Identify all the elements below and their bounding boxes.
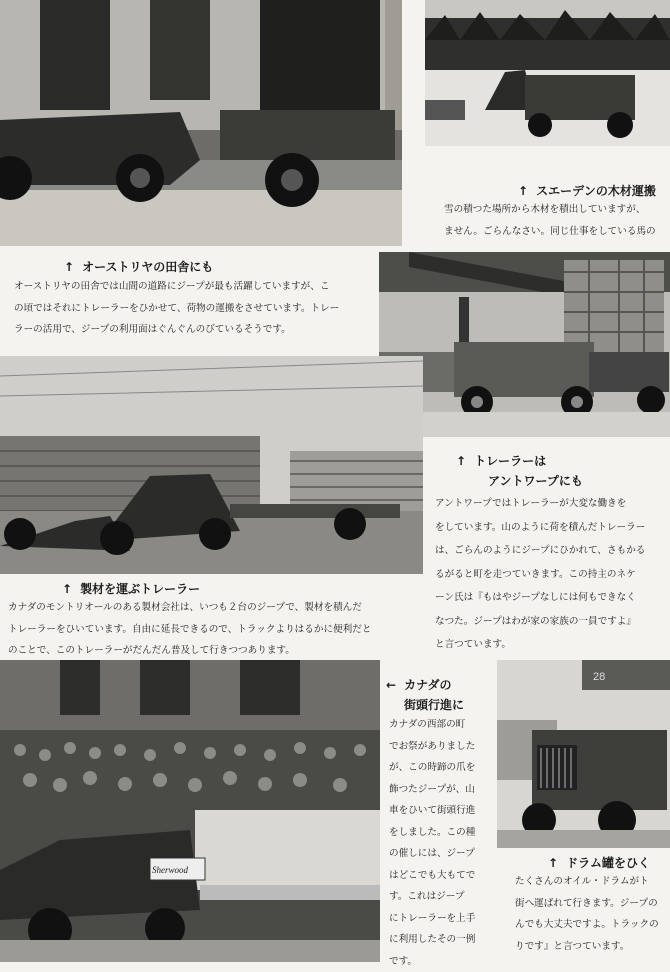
drum-caption: ↑ ドラム罐をひく — [548, 856, 650, 870]
left-arrow-icon: ← — [386, 678, 397, 692]
drum-truck-number: 28 — [593, 671, 606, 683]
parade-jeep-float-photo — [0, 660, 380, 962]
up-arrow-icon: ↑ — [518, 184, 529, 198]
austria-body: オーストリヤの田舎では山間の道路にジープが最も活躍していますが、こ の頃ではそれにトレーラーをひかせて、荷物の運搬をさせています。トレー ラーの活用で、ジープの利用面はぐんぐんのびているそうです。 — [14, 281, 340, 335]
lumber-body: カナダのモントリオールのある製材会社は、いつも２台のジープで、製材を積んだ トレーラーをひいています。自由に延長できるので、トラックよりはるかに便利だと のことで、このトレーラーがだんだん普及して行きつつあります。 — [8, 602, 372, 656]
lumber-caption: ↑ 製材を運ぶトレーラー — [62, 582, 201, 596]
up-arrow-icon: ↑ — [548, 856, 559, 870]
lumber-trailer-photo — [0, 356, 423, 574]
sweden-timber-photo — [425, 0, 670, 146]
up-arrow-icon: ↑ — [456, 454, 467, 468]
drum-body: たくさんのオイル・ドラムがト 街へ運ばれて行きます。ジープの んでも大丈夫ですよ。トラックの りです』と言つています。 — [515, 876, 659, 952]
austria-jeep-trailer-photo — [0, 0, 402, 246]
austria-caption: ↑ オーストリヤの田舎にも — [64, 260, 214, 274]
float-sign-text: Sherwood — [152, 865, 188, 875]
parade-body: カナダの西部の町 でお祭がありました が、この時蹄の爪を 飾つたジープが、山 車をひいて街頭行進 をしました。この種 の催しには、ジープ はどこでも大もてで す。これはジープ にトレーラーを上手 に利用したその一例 です。 — [389, 719, 476, 967]
parade-caption: ← カナダの 街頭行進に — [386, 678, 465, 712]
up-arrow-icon: ↑ — [64, 260, 75, 274]
sweden-caption: ↑ スエーデンの木材運搬 — [518, 184, 656, 198]
sweden-body: 雪の積つた場所から木材を積出していますが、 ません。ごらんなさい。同じ仕事をしている馬の — [444, 204, 656, 237]
drum-truck-photo — [497, 660, 670, 848]
up-arrow-icon: ↑ — [62, 582, 73, 596]
antwerp-caption: ↑ トレーラーは アントワープにも — [456, 454, 583, 488]
antwerp-body: アントワープではトレーラーが大変な働きを をしています。山のように荷を積んだトレーラー は、ごらんのようにジープにひかれて、さもかる るがると町を走つていきます。この持主のネケ ーン氏は『もはやジープなしには何もできなく なつた。ジープはわが家の家族の一員ですよ』 と言つています。 — [435, 498, 646, 650]
